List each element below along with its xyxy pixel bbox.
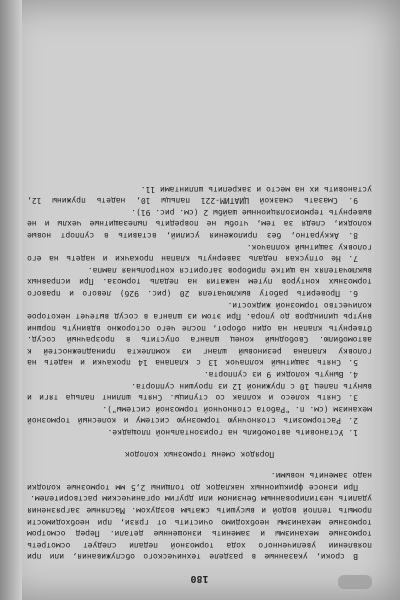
step-7: 7. Не отпуская педаль завернуть клапан прокачки и надеть на его головку защитный колпачок. xyxy=(27,242,372,264)
step-4: 4. Вынуть колодки 9 из суппорта. xyxy=(203,370,358,380)
intro-paragraph-1: В сроки, указанные в разделе технического обслуживания, или при появлении увеличенного хода тормозной педали следует осмотреть тормозные механизмы и заменить изношенные детали. Перед осмотром тормозные механизмы необходимо очистить от грязи, при необходимости промыть теплой водой и высушить сжатым воздухом. Масляные загрязнения удалить неэтилированным бензином или другим органическим растворителем. xyxy=(27,494,372,562)
page-body xyxy=(27,183,372,584)
steps-list xyxy=(27,183,372,438)
step-8: 8. Аккуратно, без приложения усилий, вставить в суппорт новые колодки, следя за тем, чтобы не повредить пылезащитные чехлы и не вывернуть термоизоляционные шайбы 2 (см. рис. 91). xyxy=(27,207,372,240)
page-number: 180 xyxy=(190,573,209,584)
section-heading: Порядок смены тормозных колодок xyxy=(124,449,275,459)
intro-paragraph-2: При износе фрикционных накладок до толщины 2,5 мм тормозные колодки надо заменить новыми. xyxy=(27,471,372,492)
step-5: 5. Снять защитный колпачок 13 с клапана 14 прокачки и надеть на головку клапана резиновый шланг из комплекта принадлежностей к автомобилю. Свободный конец шланга опустить в прозрачный сосуд. Отвернуть клапан на один оборот, после чего осторожно вдвинуть поршни внутрь цилиндров до упора. При этом из шланга в сосуд вытечет некоторое количество тормозной жидкости. xyxy=(27,300,372,368)
step-6: 6. Проверить работу выключателя 20 (рис. 92б) левого и правого тормозных контуров путем нажатия на педаль тормоза. При исправных выключателях на щитке приборов загорится контрольная лампа. xyxy=(27,265,372,298)
step-2: 2. Растормозить стояночную тормозную систему и колесный тормозной механизм (см. п. "Работа стояночной тормозной системы"). xyxy=(27,404,372,426)
step-3: 3. Снять колесо и колпак со ступицы. Снять шплинт пальца тяги и вынуть палец 10 с пружиной 12 из проушин суппорта. xyxy=(27,381,372,403)
ink-stamp-mark xyxy=(338,575,372,589)
step-9: 9. Смазать смазкой ЦИАТИМ-221 пальцы 10, надеть пружины 12, установить их на место и закрепить шплинтами 11. xyxy=(27,184,372,206)
step-1: 1. Установить автомобиль на горизонтальной площадке. xyxy=(107,428,358,438)
